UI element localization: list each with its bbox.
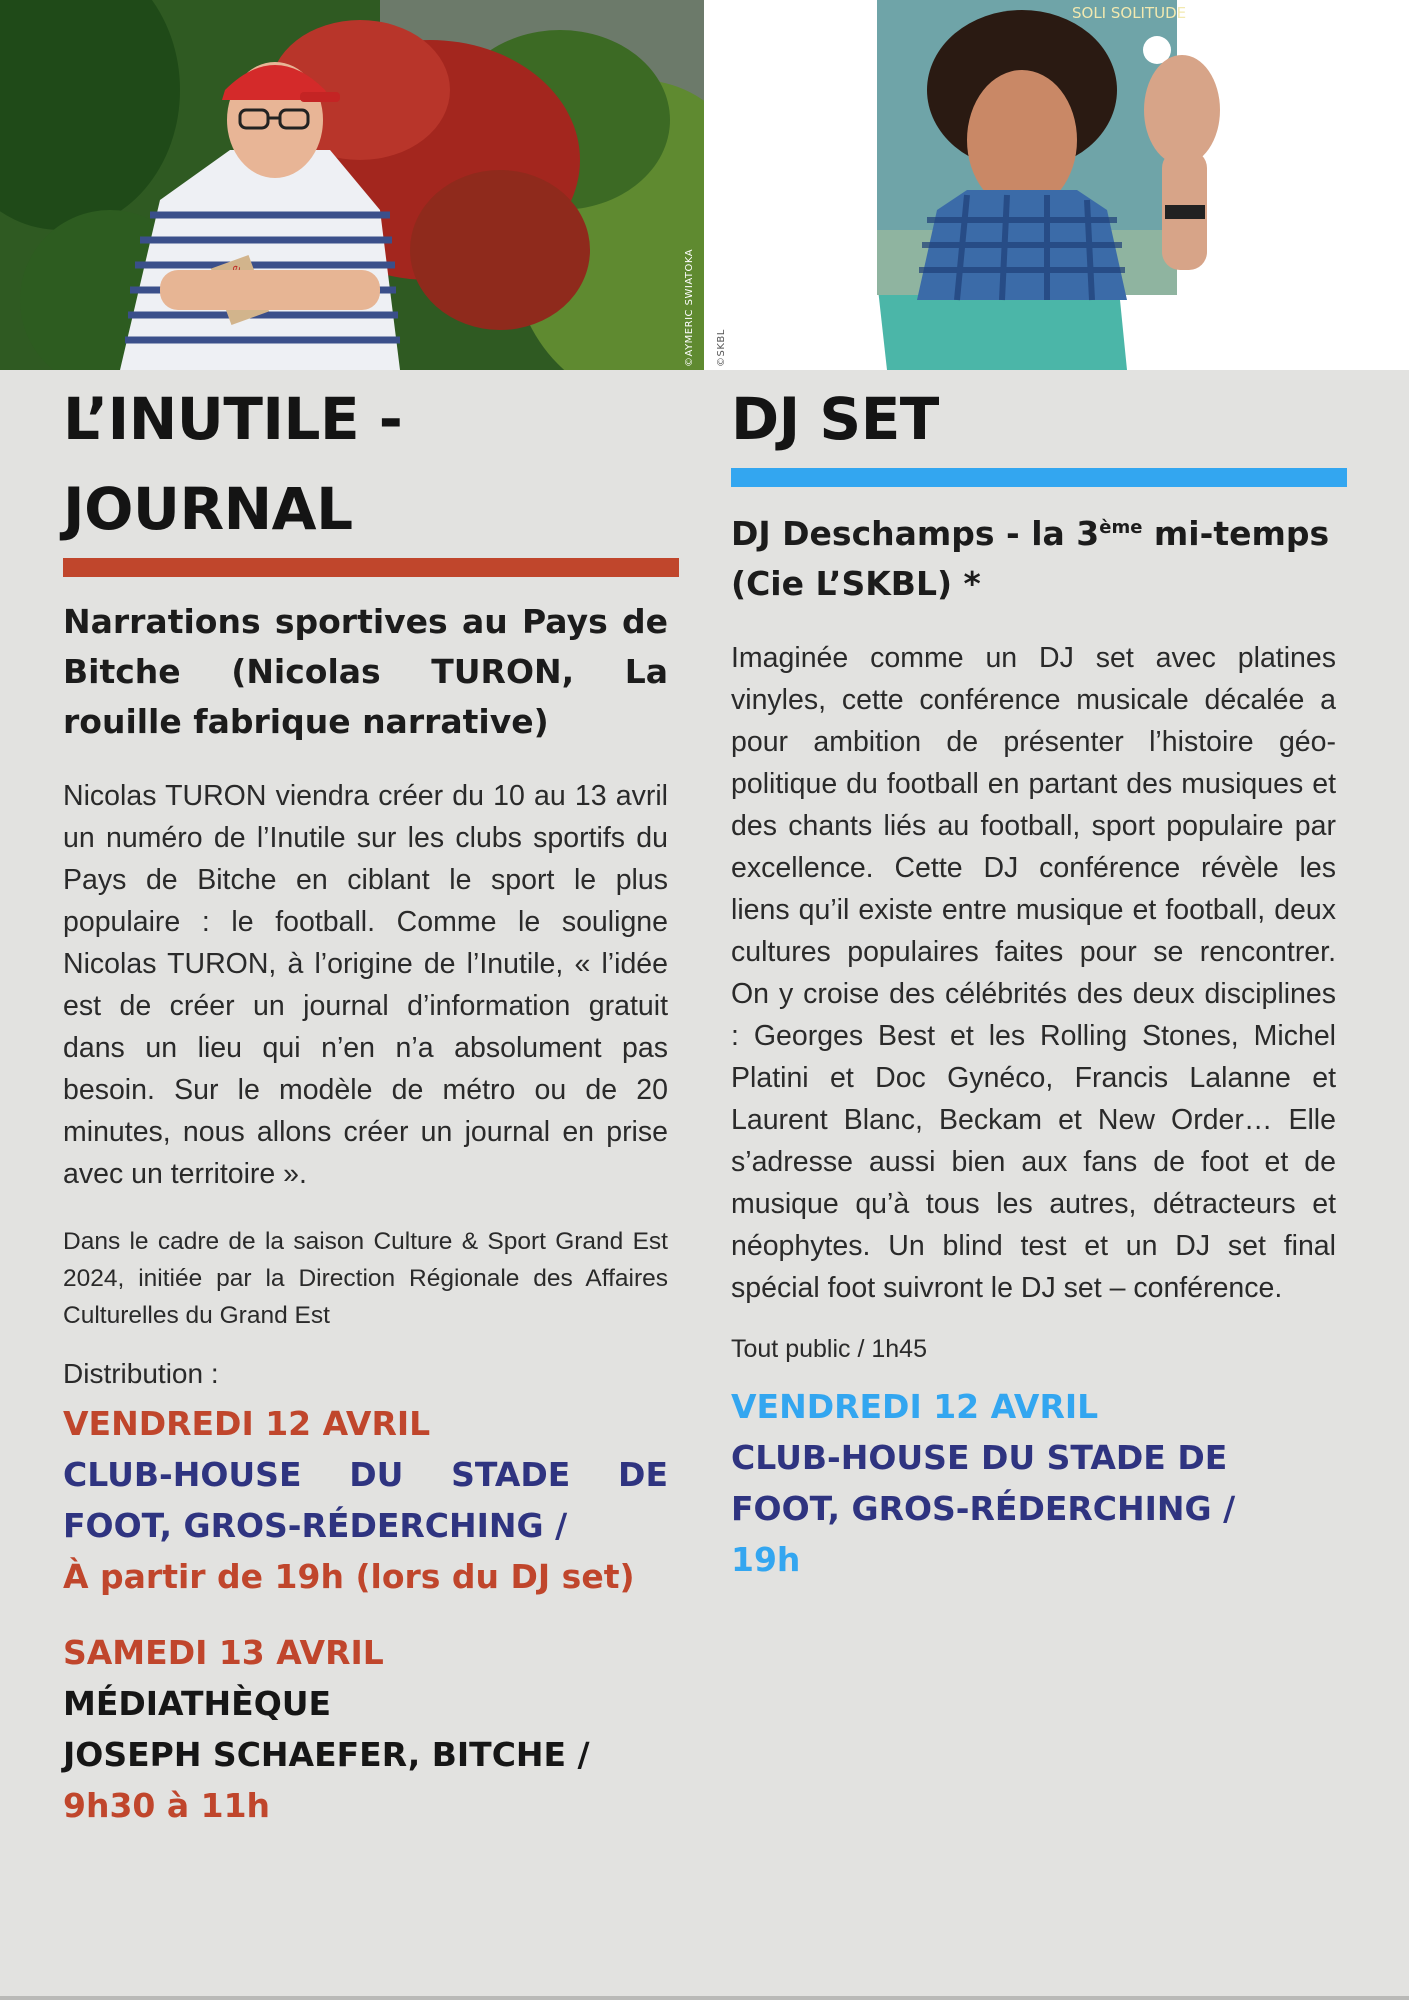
event-vendredi-dj: [731, 1381, 1336, 1585]
linutile-title: [63, 374, 668, 554]
record-sleeve-portrait-illustration: [707, 0, 1409, 370]
dj-para3: Un blind test et un DJ set final spécial foot suivront le DJ set – conférence.: [731, 1230, 1336, 1304]
dj-subtitle-line2: (Cie L’SKBL) *: [731, 564, 981, 603]
dj-subtitle-pre: DJ Deschamps - la 3: [731, 514, 1100, 553]
photo-strip: [0, 0, 1409, 370]
framework-note: Dans le cadre de la saison Culture & Sport Grand Est 2024, initiée par la Direction Régionale des Affaires Culturelles du Grand Est: [63, 1228, 668, 1329]
linutile-subtitle: [63, 597, 668, 747]
event-date: VENDREDI 12 AVRIL: [731, 1387, 1099, 1426]
photo-credit-left: ©AYMERIC SWIATOKA: [684, 248, 695, 367]
dj-para2: Cette DJ conférence révèle les liens qu’il existe entre musique et football, deux cultures populaires faites pour se rencontrer. On y croise des célébrités des deux disciplines : Georges Best et les Rolling Stones, Michel Platini et Doc Gynéco, Francis Lalanne et Laurent Blanc, Beckam et New Order… Elle s’adresse aussi bien aux fans de foot et de musique qu’à tous les autres, détracteurs et néophytes.: [731, 852, 1336, 1262]
linutile-para1: Nicolas TURON viendra créer du 10 au 13 avril un numéro de l’Inutile sur les clubs sportifs du Pays de Bitche en ciblant le sport le plus populaire : le football.: [63, 780, 668, 938]
event-time: 19h: [731, 1540, 801, 1579]
event-place-line2: FOOT, GROS-RÉDERCHING /: [731, 1489, 1236, 1528]
event-time: À partir de 19h (lors du DJ set): [63, 1557, 635, 1596]
event-place-line1: CLUB-HOUSE DU STADE DE: [63, 1455, 668, 1494]
event-place-line2: JOSEPH SCHAEFER, BITCHE /: [63, 1735, 590, 1774]
dj-set-column: [731, 370, 1336, 1585]
dj-set-title: DJ SET: [731, 385, 939, 453]
event-date: SAMEDI 13 AVRIL: [63, 1633, 384, 1672]
event-vendredi-linutile: [63, 1398, 668, 1602]
dj-para1: Imaginée comme un DJ set avec platines vinyles, cette conférence musicale décalée a pour ambition de présenter l’histoire géo-politique du football en partant des musiques et des chants liés au football, sport populaire par excellence.: [731, 642, 1336, 884]
record-label: SOLI SOLITUDE: [1072, 4, 1187, 22]
linutile-subtitle-line1: Narrations sportives au Pays de Bitche: [63, 602, 668, 691]
red-divider: [63, 558, 679, 577]
event-time: 9h30 à 11h: [63, 1786, 271, 1825]
garden-portrait-illustration: [0, 0, 704, 370]
event-date: VENDREDI 12 AVRIL: [63, 1404, 431, 1443]
dj-set-description: [731, 637, 1336, 1309]
photo-nicolas-turon: [0, 0, 704, 370]
linutile-title-line2: JOURNAL: [63, 475, 353, 543]
event-place-line1: MÉDIATHÈQUE: [63, 1684, 332, 1723]
dj-set-subtitle: [731, 509, 1336, 609]
blue-divider: [731, 468, 1347, 487]
event-samedi-linutile: [63, 1627, 668, 1831]
linutile-description: [63, 775, 668, 1195]
dj-subtitle-post: mi-temps: [1142, 514, 1330, 553]
photo-dj-deschamps: [707, 0, 1409, 370]
bottom-border: [0, 1996, 1409, 2000]
linutile-column: [63, 370, 668, 1831]
event-place-line1: CLUB-HOUSE DU STADE DE: [731, 1438, 1228, 1477]
photo-credit-right: ©SKBL: [716, 329, 727, 367]
distribution-label: Distribution :: [63, 1358, 219, 1389]
linutile-title-line1: L’INUTILE -: [63, 385, 403, 453]
event-place-line2: FOOT, GROS-RÉDERCHING /: [63, 1506, 568, 1545]
linutile-subtitle-line2: (Nicolas TURON, La rouille fabrique narrative): [63, 652, 668, 741]
dj-subtitle-sup: ème: [1099, 517, 1143, 538]
audience-duration: Tout public / 1h45: [731, 1335, 927, 1363]
linutile-para2: Comme le souligne Nicolas TURON, à l’origine de l’Inutile, « l’idée est de créer un journal d’information gratuit dans un lieu qui n’en n’a absolument pas besoin. Sur le modèle de métro ou de 20 minutes, nous allons créer un journal en prise avec un territoire ».: [63, 906, 668, 1190]
